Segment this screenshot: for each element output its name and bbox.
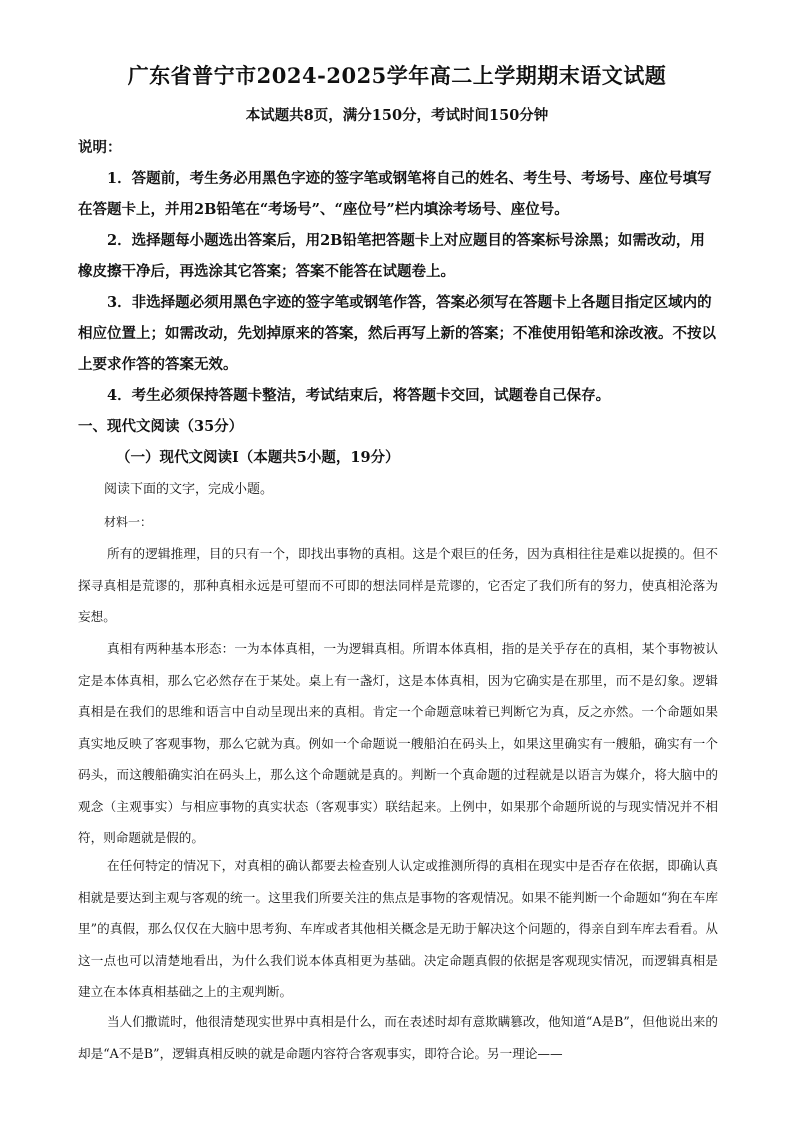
subsection-heading: （一）现代文阅读Ⅰ（本题共5小题，19分）	[116, 449, 400, 466]
exam-subtitle: 本试题共8页，满分150分，考试时间150分钟	[245, 107, 549, 124]
instruction-item-2: 2．选择题每小题选出答案后，用2B铅笔把答题卡上对应题目的答案标号涂黑；如需改动，用橡皮擦干净后，再选涂其它答案；答案不能答在试题卷上。	[78, 232, 705, 280]
passage-paragraph: 所有的逻辑推理，目的只有一个，即找出事物的真相。这是个艰巨的任务，因为真相往往是难以捉摸的。但不探寻真相是荒谬的，那种真相永远是可望而不可即的想法同样是荒谬的，它否定了我们所有的努力，使真相沦落为妄想。	[78, 546, 718, 624]
instruction-item-1: 1．答题前，考生务必用黑色字迹的签字笔或钢笔将自己的姓名、考生号、考场号、座位号填写在答题卡上，并用2B铅笔在“考场号”、“座位号”栏内填涂考场号、座位号。	[78, 170, 712, 218]
exam-title: 广东省普宁市2024-2025学年高二上学期期末语文试题	[127, 63, 667, 88]
reading-prompt: 阅读下面的文字，完成小题。	[104, 482, 274, 497]
section-heading: 一、现代文阅读（35分）	[78, 418, 244, 435]
instructions-heading: 说明：	[78, 139, 122, 156]
passage-paragraph: 当人们撒谎时，他很清楚现实世界中真相是什么，而在表述时却有意欺瞒篡改，他知道“A是B”，但他说出来的却是“A不是B”，逻辑真相反映的就是命题内容符合客观事实，即符合论。另一理论——	[78, 1014, 718, 1061]
instruction-item-3: 3．非选择题必须用黑色字迹的签字笔或钢笔作答，答案必须写在答题卡上各题目指定区域内的相应位置上；如需改动，先划掉原来的答案，然后再写上新的答案；不准使用铅笔和涂改液。不按以上要求作答的答案无效。	[78, 294, 716, 373]
passage-paragraph: 真相有两种基本形态：一为本体真相，一为逻辑真相。所谓本体真相，指的是关乎存在的真相，某个事物被认定是本体真相，那么它必然存在于某处。桌上有一盏灯，这是本体真相，因为它确实是在那里，而不是幻象。逻辑真相是在我们的思维和语言中自动呈现出来的真相。肯定一个命题意味着已判断它为真，反之亦然。一个命题如果真实地反映了客观事物，那么它就为真。例如一个命题说一艘船泊在码头上，如果这里确实有一艘船，确实有一个码头，而这艘船确实泊在码头上，那么这个命题就是真的。判断一个真命题的过程就是以语言为媒介，将大脑中的观念（主观事实）与相应事物的真实状态（客观事实）联结起来。上例中，如果那个命题所说的与现实情况并不相符，则命题就是假的。	[78, 641, 718, 845]
instruction-item-4: 4．考生必须保持答题卡整洁，考试结束后，将答题卡交回，试题卷自己保存。	[107, 387, 611, 404]
passage-paragraph: 在任何特定的情况下，对真相的确认都要去检查别人认定或推测所得的真相在现实中是否存在依据，即确认真相就是要达到主观与客观的统一。这里我们所要关注的焦点是事物的客观情况。如果不能判断一个命题如“狗在车库里”的真假，那么仅仅在大脑中思考狗、车库或者其他相关概念是无助于解决这个问题的，得亲自到车库去看看。从这一点也可以清楚地看出，为什么我们说本体真相更为基础。决定命题真假的依据是客观现实情况，而逻辑真相是建立在本体真相基础之上的主观判断。	[78, 858, 718, 999]
material-label: 材料一：	[104, 515, 153, 529]
